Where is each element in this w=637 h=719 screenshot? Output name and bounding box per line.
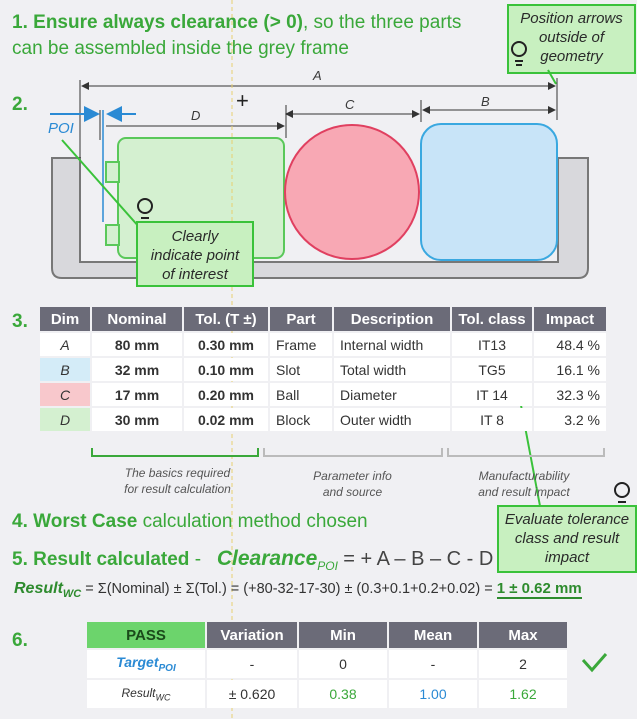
callout-evaluate: Evaluate tolerance class and result impact <box>497 505 637 573</box>
header-dim: Dim <box>40 307 90 331</box>
header-max: Max <box>479 622 567 648</box>
caption-parameter: Parameter info and source <box>313 469 392 499</box>
dimension-table <box>38 305 608 433</box>
header-tol: Tol. (T ±) <box>184 307 268 331</box>
header-mean: Mean <box>389 622 477 648</box>
header-pass: PASS <box>87 622 205 648</box>
step6-number: 6. <box>12 630 28 651</box>
poi-label: POI <box>48 120 74 137</box>
step4-heading: 4. Worst Case calculation method chosen <box>12 511 368 532</box>
table-row: Target$_{POI}$ - 0 - 2 <box>87 650 567 678</box>
header-variation: Variation <box>207 622 297 648</box>
table-row: B 32 mm 0.10 mm Slot Total width TG5 16.1 % <box>40 358 606 381</box>
step3-number: 3. <box>12 311 28 332</box>
caption-manufacturability: Manufacturability and result impact <box>478 469 570 499</box>
checkmark-icon <box>583 654 606 670</box>
ball-c <box>285 125 419 259</box>
header-description: Description <box>334 307 450 331</box>
step2-number: 2. <box>12 94 28 115</box>
callout-poi: Clearly indicate point of interest <box>136 221 254 287</box>
label-d: D <box>191 108 201 123</box>
header-impact: Impact <box>534 307 606 331</box>
label-b: B <box>481 94 490 109</box>
table-row: Result$_{WC}$ ± 0.620 0.38 1.00 1.62 <box>87 680 567 708</box>
table-row: C 17 mm 0.20 mm Ball Diameter IT 14 32.3 % <box>40 383 606 406</box>
step5-heading: 5. Result calculated - Clearance$_{POI}$ = + A – B – C - D <box>12 547 494 573</box>
slot-b <box>421 124 557 260</box>
plus-sign: + <box>236 88 249 113</box>
label-a: A <box>313 68 322 83</box>
step1-heading: 1. Ensure always clearance (> 0), so the three parts can be assembled inside the grey frame <box>12 12 462 59</box>
result-value: 1 ± 0.62 mm <box>496 580 582 597</box>
header-nominal: Nominal <box>92 307 182 331</box>
table-row: A 80 mm 0.30 mm Frame Internal width IT13 48.4 % <box>40 333 606 356</box>
result-formula: Result$_{WC}$ = Σ(Nominal) ± Σ(Tol.) = (+80-32-17-30) ± (0.3+0.1+0.2+0.02) = 1 ± 0.62 mm <box>14 580 582 600</box>
summary-table <box>85 620 569 710</box>
header-tol-class: Tol. class <box>452 307 532 331</box>
callout-arrows: Position arrows outside of geometry <box>507 4 636 74</box>
header-part: Part <box>270 307 332 331</box>
table-row: D 30 mm 0.02 mm Block Outer width IT 8 3.2 % <box>40 408 606 431</box>
caption-basics: The basics required for result calculation <box>124 466 231 496</box>
header-min: Min <box>299 622 387 648</box>
label-c: C <box>345 97 355 112</box>
